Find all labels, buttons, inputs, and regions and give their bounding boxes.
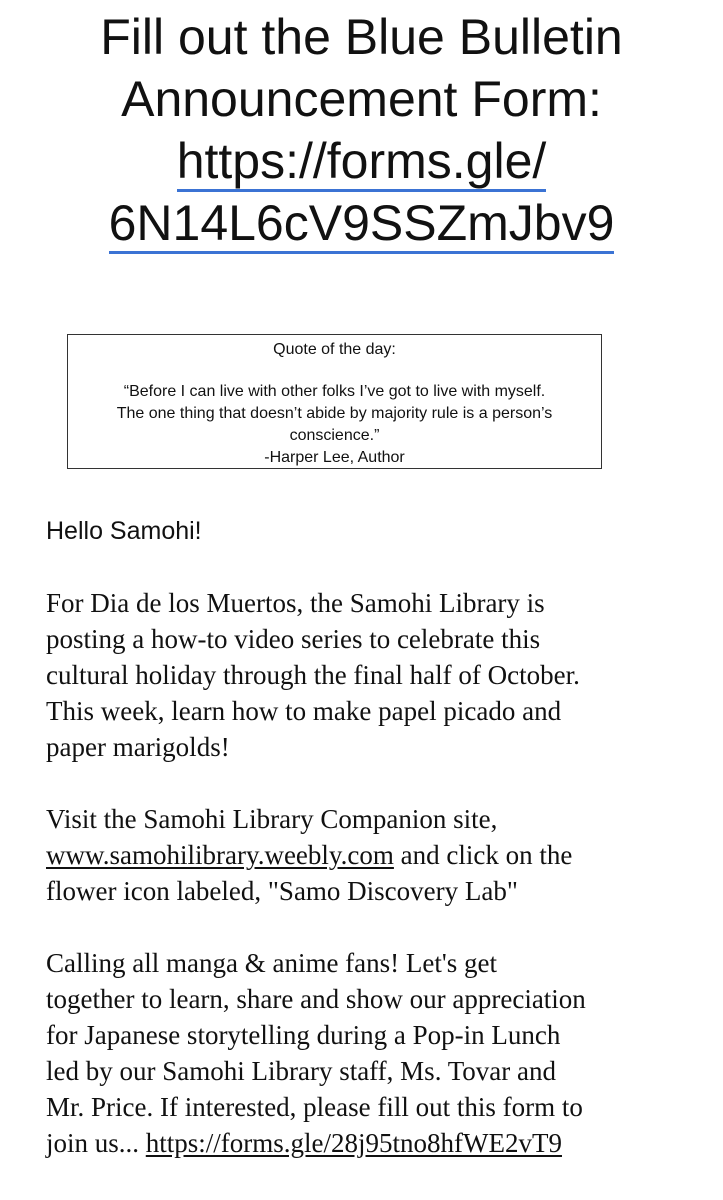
para3-line: Mr. Price. If interested, please fill out this form to — [46, 1092, 583, 1122]
para2-line-1: Visit the Samohi Library Companion site, — [46, 804, 498, 834]
pop-in-lunch-form-link[interactable]: https://forms.gle/28j95tno8hfWE2vT9 — [145, 1128, 562, 1158]
para3-line: Calling all manga & anime fans! Let's get — [46, 948, 497, 978]
announcement-header — [0, 6, 723, 254]
quote-line-3: conscience.” — [289, 427, 380, 444]
form-link-part-2[interactable]: 6N14L6cV9SSZmJbv9 — [109, 195, 615, 254]
header-line-2: Announcement Form: — [121, 71, 602, 127]
dia-de-los-muertos-paragraph — [46, 585, 716, 765]
companion-site-link[interactable]: www.samohilibrary.weebly.com — [46, 840, 394, 870]
para1-line: posting a how-to video series to celebrate this — [46, 624, 541, 654]
companion-site-paragraph — [46, 801, 716, 909]
announcement-body — [46, 512, 716, 1197]
header-line-1: Fill out the Blue Bulletin — [100, 9, 623, 65]
greeting: Hello Samohi! — [46, 517, 202, 545]
form-link-part-1[interactable]: https://forms.gle/ — [177, 133, 547, 192]
quote-line-2: The one thing that doesn’t abide by majority rule is a person’s — [116, 405, 553, 422]
para3-line: led by our Samohi Library staff, Ms. Tovar and — [46, 1056, 557, 1086]
manga-anime-paragraph — [46, 945, 716, 1161]
para2-line-3: flower icon labeled, "Samo Discovery Lab" — [46, 876, 518, 906]
quote-of-the-day-box — [67, 334, 602, 469]
quote-author: -Harper Lee, Author — [264, 449, 405, 466]
para1-line: For Dia de los Muertos, the Samohi Library is — [46, 588, 545, 618]
para3-line: for Japanese storytelling during a Pop-in Lunch — [46, 1020, 561, 1050]
para1-line: paper marigolds! — [46, 732, 230, 762]
quote-heading: Quote of the day: — [273, 341, 396, 358]
para1-line: cultural holiday through the final half of October. — [46, 660, 580, 690]
para2-line-2-rest: and click on the — [393, 840, 573, 870]
para1-line: This week, learn how to make papel picado and — [46, 696, 562, 726]
para3-last-prefix: join us... — [46, 1128, 146, 1158]
para3-line: together to learn, share and show our appreciation — [46, 984, 586, 1014]
quote-line-1: “Before I can live with other folks I’ve got to live with myself. — [123, 383, 546, 400]
